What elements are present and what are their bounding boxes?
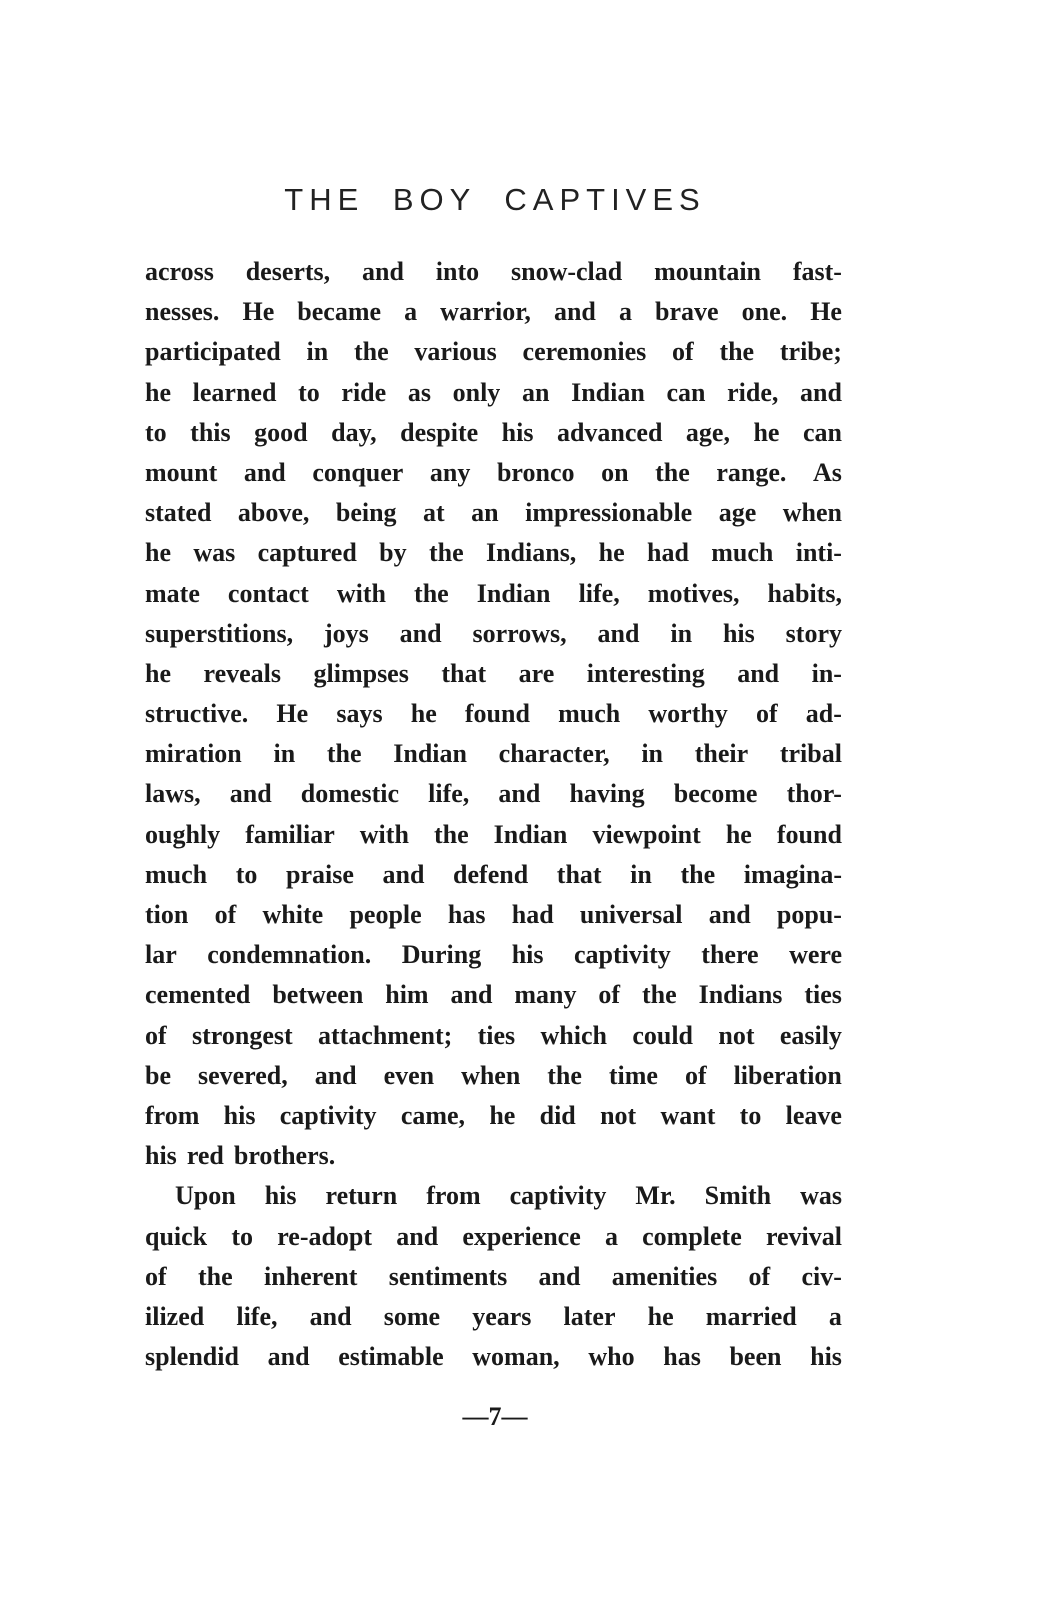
paragraph (145, 252, 842, 1176)
text-line: be severed, and even when the time of liberation (145, 1060, 842, 1090)
text-line: of strongest attachment; ties which could not easily (145, 1020, 842, 1050)
text-line: mate contact with the Indian life, motives, habits, (145, 578, 842, 608)
text-line: Upon his return from captivity Mr. Smith was (175, 1181, 842, 1211)
running-title: THE BOY CAPTIVES (284, 182, 706, 217)
text-line: laws, and domestic life, and having become thor- (145, 779, 842, 809)
text-line: participated in the various ceremonies of the tribe; (145, 337, 842, 367)
text-line: lar condemnation. During his captivity there were (145, 940, 842, 970)
page-number: —7— (462, 1402, 528, 1431)
text-line: across deserts, and into snow-clad mountain fast- (145, 257, 842, 286)
text-line: much to praise and defend that in the imagina- (145, 859, 842, 889)
text-line: nesses. He became a warrior, and a brave one. He (145, 297, 842, 327)
text-line: splendid and estimable woman, who has been his (145, 1342, 842, 1372)
text-line: he was captured by the Indians, he had much inti- (145, 538, 842, 568)
text-line: ilized life, and some years later he married a (145, 1301, 842, 1331)
text-line: to this good day, despite his advanced age, he can (145, 417, 842, 447)
text-line: oughly familiar with the Indian viewpoint he found (145, 819, 842, 849)
text-line: of the inherent sentiments and amenities of civ- (145, 1261, 842, 1291)
text-line: quick to re-adopt and experience a complete revival (145, 1221, 842, 1251)
text-line: his red brothers. (145, 1141, 336, 1171)
text-line: mount and conquer any bronco on the range. As (145, 457, 842, 487)
text-line: cemented between him and many of the Indians ties (145, 980, 842, 1010)
text-line: structive. He says he found much worthy of ad- (145, 699, 842, 729)
text-line: stated above, being at an impressionable age when (145, 498, 842, 528)
text-line: he learned to ride as only an Indian can ride, and (145, 377, 842, 407)
paragraph (145, 1176, 842, 1377)
text-line: from his captivity came, he did not want to leave (145, 1100, 842, 1130)
text-line: tion of white people has had universal and popu- (145, 900, 842, 929)
body-text (145, 252, 842, 1377)
text-line: miration in the Indian character, in their tribal (145, 739, 842, 769)
text-line: superstitions, joys and sorrows, and in his story (145, 618, 842, 648)
text-line: he reveals glimpses that are interesting and in- (145, 658, 842, 688)
